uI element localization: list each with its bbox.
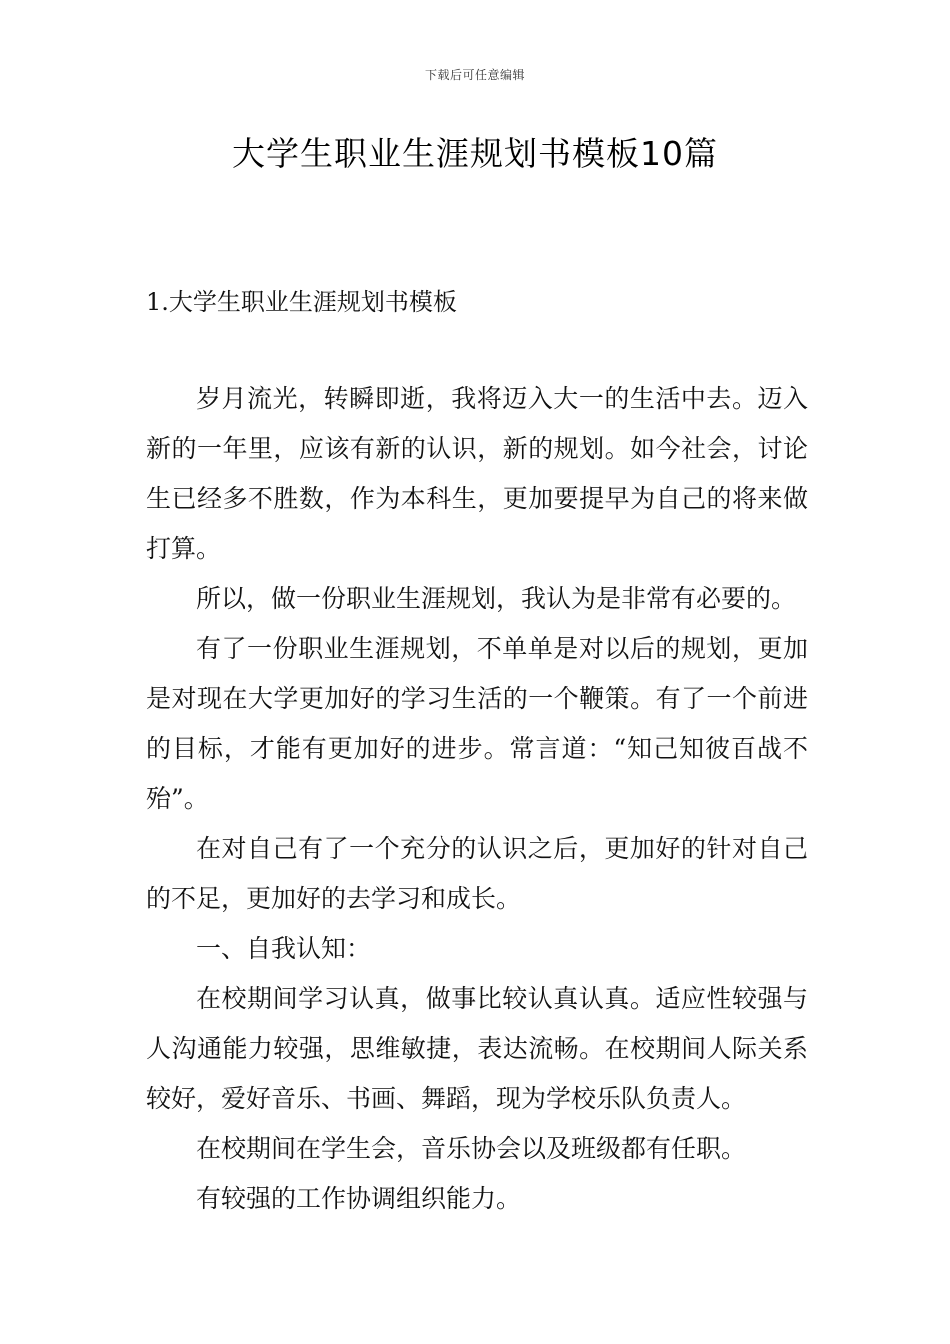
paragraph: 在校期间学习认真，做事比较认真认真。适应性较强与人沟通能力较强，思维敏捷，表达流畅。在校期间人际关系较好，爱好音乐、书画、舞蹈，现为学校乐队负责人。 [146, 984, 808, 1113]
paragraph: 所以，做一份职业生涯规划，我认为是非常有必要的。 [196, 584, 797, 613]
document-title: 大学生职业生涯规划书模板10篇 [232, 134, 718, 173]
paragraph: 在校期间在学生会，音乐协会以及班级都有任职。 [196, 1134, 747, 1163]
subsection-heading: 一、自我认知： [196, 934, 372, 963]
paragraph: 有较强的工作协调组织能力。 [196, 1184, 522, 1213]
paragraph: 在对自己有了一个充分的认识之后，更加好的针对自己的不足，更加好的去学习和成长。 [146, 834, 808, 913]
paragraph: 有了一份职业生涯规划，不单单是对以后的规划，更加是对现在大学更加好的学习生活的一个鞭策。有了一个前进的目标，才能有更加好的进步。常言道：“知己知彼百战不殆”。 [146, 634, 808, 813]
body-text [146, 374, 808, 1224]
header-note: 下载后可任意编辑 [424, 68, 525, 82]
paragraph: 岁月流光，转瞬即逝，我将迈入大一的生活中去。迈入新的一年里，应该有新的认识，新的规划。如今社会，讨论生已经多不胜数，作为本科生，更加要提早为自己的将来做打算。 [146, 384, 808, 563]
section-heading: 1.大学生职业生涯规划书模板 [146, 288, 457, 316]
